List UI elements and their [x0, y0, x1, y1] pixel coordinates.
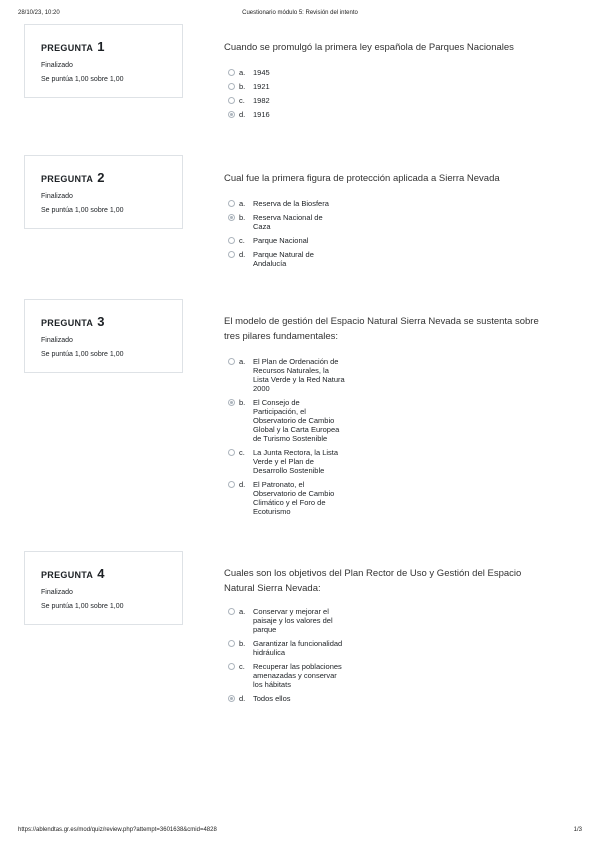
radio-button-selected[interactable] [228, 111, 235, 118]
question-state: Finalizado [41, 193, 73, 200]
answer-option[interactable]: b. Garantizar la funcionalidad hidráulica [228, 639, 358, 657]
question-number: PREGUNTA 2 [41, 170, 105, 185]
question-info-4 [24, 551, 183, 625]
radio-button[interactable] [228, 358, 235, 365]
answer-option[interactable]: a. 1945 [228, 68, 358, 77]
answer-option[interactable]: b. Reserva Nacional de Caza [228, 213, 358, 231]
answer-option[interactable]: c. La Junta Rectora, la Lista Verde y el Plan de Desarrollo Sostenible [228, 448, 358, 475]
radio-button[interactable] [228, 640, 235, 647]
radio-button[interactable] [228, 608, 235, 615]
radio-button[interactable] [228, 237, 235, 244]
question-text-2: Cual fue la primera figura de protección aplicada a Sierra Nevada [224, 173, 500, 184]
question-info-1 [24, 24, 183, 98]
radio-button[interactable] [228, 97, 235, 104]
radio-button-selected[interactable] [228, 214, 235, 221]
question-state: Finalizado [41, 337, 73, 344]
print-url: https://ablendtas.gr.es/mod/quiz/review.php?attempt=3601638&cmid=4828 [18, 827, 217, 833]
answer-option[interactable]: b. 1921 [228, 82, 358, 91]
radio-button-selected[interactable] [228, 695, 235, 702]
question-number: PREGUNTA 4 [41, 566, 105, 581]
answer-option[interactable]: a. Reserva de la Biosfera [228, 199, 358, 208]
answer-list-1 [228, 68, 358, 124]
answer-option[interactable]: d. El Patronato, el Observatorio de Cambio Climático y el Foro de Ecoturismo [228, 480, 358, 516]
question-grade: Se puntúa 1,00 sobre 1,00 [41, 76, 124, 83]
question-grade: Se puntúa 1,00 sobre 1,00 [41, 207, 124, 214]
print-date: 28/10/23, 10:20 [18, 10, 60, 16]
print-title: Cuestionario módulo 5: Revisión del intento [242, 10, 358, 16]
answer-option[interactable]: c. Recuperar las poblaciones amenazadas y conservar los hábitats [228, 662, 358, 689]
answer-list-4 [228, 607, 358, 708]
question-info-3 [24, 299, 183, 373]
page-number: 1/3 [573, 827, 582, 833]
print-footer [18, 827, 582, 839]
answer-list-3 [228, 357, 358, 521]
question-text-3: El modelo de gestión del Espacio Natural Sierra Nevada se sustenta sobre tres pilares fundamentales: [224, 316, 539, 342]
radio-button[interactable] [228, 251, 235, 258]
radio-button[interactable] [228, 481, 235, 488]
answer-option[interactable]: c. Parque Nacional [228, 236, 358, 245]
answer-option[interactable]: d. Todos ellos [228, 694, 358, 703]
question-state: Finalizado [41, 62, 73, 69]
radio-button-selected[interactable] [228, 399, 235, 406]
radio-button[interactable] [228, 69, 235, 76]
answer-option[interactable]: b. El Consejo de Participación, el Observatorio de Cambio Global y la Carta Europea de Turismo Sostenible [228, 398, 358, 443]
question-text-4: Cuales son los objetivos del Plan Rector de Uso y Gestión del Espacio Natural Sierra Nevada: [224, 568, 522, 594]
question-grade: Se puntúa 1,00 sobre 1,00 [41, 603, 124, 610]
answer-option[interactable]: d. Parque Natural de Andalucía [228, 250, 358, 268]
question-grade: Se puntúa 1,00 sobre 1,00 [41, 351, 124, 358]
radio-button[interactable] [228, 663, 235, 670]
question-number: PREGUNTA 3 [41, 314, 105, 329]
question-number: PREGUNTA 1 [41, 39, 105, 54]
answer-list-2 [228, 199, 358, 273]
radio-button[interactable] [228, 83, 235, 90]
answer-option[interactable]: a. Conservar y mejorar el paisaje y los valores del parque [228, 607, 358, 634]
print-header [18, 10, 582, 22]
answer-option[interactable]: c. 1982 [228, 96, 358, 105]
question-state: Finalizado [41, 589, 73, 596]
radio-button[interactable] [228, 200, 235, 207]
question-info-2 [24, 155, 183, 229]
answer-option[interactable]: d. 1916 [228, 110, 358, 119]
answer-option[interactable]: a. El Plan de Ordenación de Recursos Naturales, la Lista Verde y la Red Natura 2000 [228, 357, 358, 393]
question-text-1: Cuando se promulgó la primera ley española de Parques Nacionales [224, 42, 514, 53]
radio-button[interactable] [228, 449, 235, 456]
